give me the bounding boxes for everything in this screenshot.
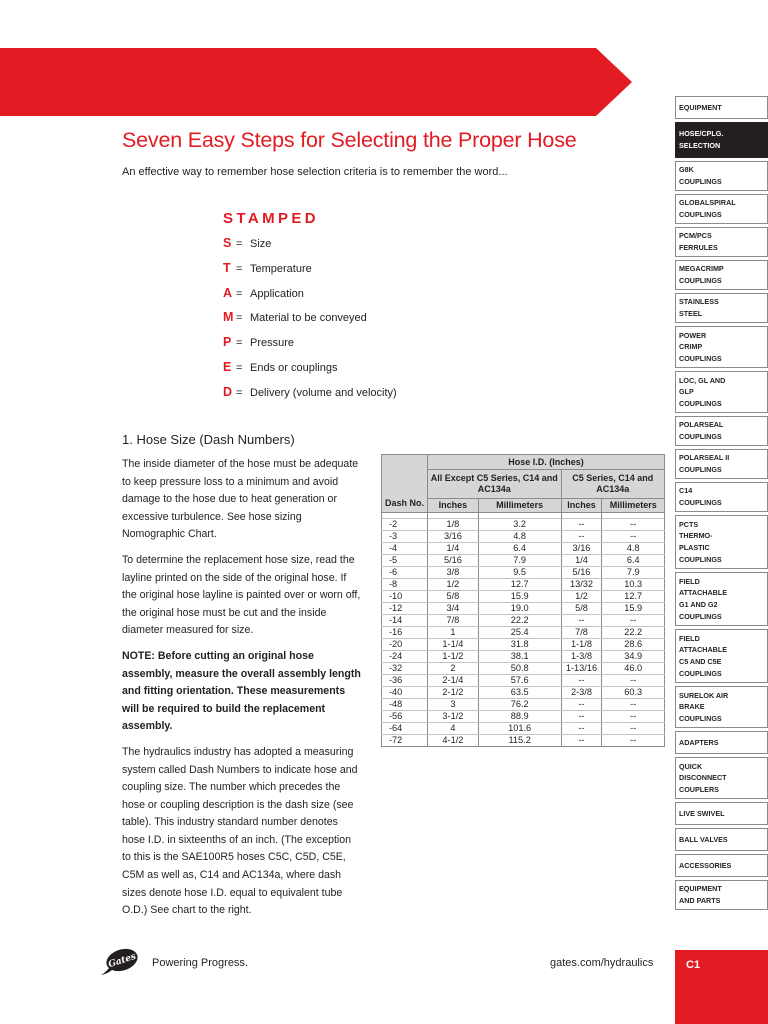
cell-millimeters: 50.8 <box>478 663 561 675</box>
cell-c5-millimeters: 10.3 <box>602 579 665 591</box>
sidebar-item-globalspiral-couplings[interactable] <box>675 194 768 224</box>
stamped-label: Material to be conveyed <box>250 312 367 325</box>
table-row <box>382 519 665 531</box>
cell-dash-no: -4 <box>382 543 428 555</box>
cell-millimeters: 7.9 <box>478 555 561 567</box>
table-row <box>382 675 665 687</box>
cell-millimeters: 12.7 <box>478 579 561 591</box>
table-row <box>382 615 665 627</box>
cell-c5-inches: -- <box>561 699 602 711</box>
table-row <box>382 543 665 555</box>
cell-inches: 7/8 <box>428 615 479 627</box>
stamped-letter: D <box>223 384 233 399</box>
cell-c5-millimeters: -- <box>602 615 665 627</box>
sidebar-item-field-attachable-g1-and-g2-couplings[interactable] <box>675 572 768 626</box>
cell-c5-millimeters: -- <box>602 675 665 687</box>
cell-c5-millimeters: 12.7 <box>602 591 665 603</box>
cell-c5-millimeters: -- <box>602 711 665 723</box>
cell-c5-millimeters: -- <box>602 519 665 531</box>
sidebar-item-polarseal-couplings[interactable] <box>675 416 768 446</box>
sidebar-item-label: BALL VALVES <box>679 834 728 844</box>
cell-inches: 5/16 <box>428 555 479 567</box>
cell-c5-inches: -- <box>561 711 602 723</box>
intro-text: An effective way to remember hose selection criteria is to remember the word... <box>122 166 508 178</box>
table-row <box>382 627 665 639</box>
equals-sign: = <box>236 361 243 374</box>
sidebar-item-g8k-couplings[interactable] <box>675 161 768 191</box>
sub-header-all-except-c5: All Except C5 Series, C14 and AC134a <box>428 470 562 499</box>
sidebar-item-label: ACCESSORIES <box>679 860 732 870</box>
sidebar-item-quick-disconnect-couplers[interactable] <box>675 757 768 799</box>
sidebar-item-ball-valves[interactable] <box>675 828 768 851</box>
page-number-tab <box>675 950 768 1024</box>
sidebar-item-equipment[interactable] <box>675 96 768 119</box>
dash-number-table <box>381 454 665 747</box>
table-row <box>382 651 665 663</box>
sidebar-item-field-attachable-c5-and-c5e-couplings[interactable] <box>675 629 768 683</box>
cell-millimeters: 101.6 <box>478 723 561 735</box>
sidebar-item-label: POWER CRIMP COUPLINGS <box>679 330 722 363</box>
cell-dash-no: -14 <box>382 615 428 627</box>
cell-c5-inches: -- <box>561 675 602 687</box>
sidebar-item-label: C14 COUPLINGS <box>679 486 722 507</box>
cell-inches: 3/8 <box>428 567 479 579</box>
cell-c5-millimeters: -- <box>602 735 665 747</box>
cell-millimeters: 38.1 <box>478 651 561 663</box>
cell-dash-no: -56 <box>382 711 428 723</box>
cell-dash-no: -24 <box>382 651 428 663</box>
cell-c5-millimeters: 22.2 <box>602 627 665 639</box>
sidebar-item-label: GLOBALSPIRAL COUPLINGS <box>679 198 736 219</box>
sidebar-item-pcts-thermo-plastic-couplings[interactable] <box>675 515 768 569</box>
equals-sign: = <box>236 287 243 300</box>
gates-logo <box>100 946 144 976</box>
page-number: C1 <box>686 959 701 971</box>
table-row <box>382 555 665 567</box>
cell-c5-inches: -- <box>561 615 602 627</box>
table-body <box>382 519 665 747</box>
group-header-hose-id: Hose I.D. (Inches) <box>428 455 665 470</box>
sidebar-item-label: MEGACRIMP COUPLINGS <box>679 264 724 285</box>
table-row <box>382 711 665 723</box>
cell-inches: 1/4 <box>428 543 479 555</box>
cell-millimeters: 9.5 <box>478 567 561 579</box>
cell-millimeters: 57.6 <box>478 675 561 687</box>
stamped-item <box>223 385 397 410</box>
equals-sign: = <box>236 312 243 325</box>
cell-millimeters: 22.2 <box>478 615 561 627</box>
cell-dash-no: -6 <box>382 567 428 579</box>
sidebar-item-label: POLARSEAL COUPLINGS <box>679 420 724 441</box>
cell-dash-no: -40 <box>382 687 428 699</box>
cell-c5-inches: -- <box>561 519 602 531</box>
col-header-inches: Inches <box>428 499 479 513</box>
gates-logo-text: Gates <box>107 951 138 971</box>
table-row <box>382 687 665 699</box>
stamped-item <box>223 261 397 286</box>
dash-number-table-container <box>381 454 665 747</box>
cell-c5-inches: 1-13/16 <box>561 663 602 675</box>
cell-inches: 2-1/4 <box>428 675 479 687</box>
cell-inches: 1 <box>428 627 479 639</box>
sidebar-item-polarseal-ii-couplings[interactable] <box>675 449 768 479</box>
table-row <box>382 579 665 591</box>
table-row <box>382 639 665 651</box>
equals-sign: = <box>236 238 243 250</box>
sidebar-item-loc-gl-and-glp-couplings[interactable] <box>675 371 768 413</box>
stamped-letter: P <box>223 335 232 350</box>
acronym-word: STAMPED <box>223 210 320 227</box>
table-row <box>382 591 665 603</box>
col-header-millimeters: Millimeters <box>478 499 561 513</box>
sub-header-c5-series: C5 Series, C14 and AC134a <box>561 470 664 499</box>
cell-c5-millimeters: -- <box>602 699 665 711</box>
cell-c5-millimeters: 28.6 <box>602 639 665 651</box>
cell-millimeters: 115.2 <box>478 735 561 747</box>
section-nav-sidebar <box>675 96 768 913</box>
paragraph-dash-numbers: The hydraulics industry has adopted a measuring system called Dash Numbers to indicate hose and coupling size. The number which precedes the hose or coupling description is the dash size (see table). This industry standard number denotes hose I.D. in sixteenths of an inch. (The exception to this is the SAE100R5 hoses C5C, C5D, C5E, C5M as well as, C14 and AC134a, where dash sizes denote hose I.D. equal to equivalent tube O.D.) See chart to the right. <box>122 745 358 917</box>
cell-c5-inches: 13/32 <box>561 579 602 591</box>
hose-size-body-text <box>122 456 362 928</box>
sidebar-item-label: G8K COUPLINGS <box>679 165 722 186</box>
cell-c5-millimeters: 7.9 <box>602 567 665 579</box>
cell-millimeters: 3.2 <box>478 519 561 531</box>
stamped-item <box>223 335 397 360</box>
sidebar-item-stainless-steel[interactable] <box>675 293 768 323</box>
sidebar-item-c14-couplings[interactable] <box>675 482 768 512</box>
red-header-banner <box>0 48 632 116</box>
paragraph-inside-diameter: The inside diameter of the hose must be adequate to keep pressure loss to a minimum and avoid damage to the hose due to heat generation or excessive turbulence. See hose sizing Nomographic Chart. <box>122 458 359 541</box>
col-header-dash-no: Dash No. <box>382 455 428 513</box>
cell-c5-millimeters: 46.0 <box>602 663 665 675</box>
sidebar-item-label: PCM/PCS FERRULES <box>679 231 718 252</box>
cell-inches: 3/4 <box>428 603 479 615</box>
cell-inches: 1/2 <box>428 579 479 591</box>
cell-c5-inches: 1-1/8 <box>561 639 602 651</box>
cell-inches: 3 <box>428 699 479 711</box>
cell-inches: 1/8 <box>428 519 479 531</box>
cell-dash-no: -48 <box>382 699 428 711</box>
cell-c5-millimeters: -- <box>602 723 665 735</box>
stamped-item <box>223 310 397 335</box>
cell-inches: 3/16 <box>428 531 479 543</box>
cell-inches: 4 <box>428 723 479 735</box>
sidebar-item-label: QUICK DISCONNECT COUPLERS <box>679 761 727 794</box>
paragraph-replacement-size: To determine the replacement hose size, read the layline printed on the side of the original hose. If the original hose layline is painted over or worn off, the original hose must be cut and the inside diameter measured for size. <box>122 553 361 637</box>
equals-sign: = <box>236 386 243 399</box>
sidebar-item-label: PCTS THERMO- PLASTIC COUPLINGS <box>679 519 722 564</box>
stamped-letter: M <box>223 310 234 325</box>
stamped-item <box>223 360 397 385</box>
cell-c5-millimeters: 4.8 <box>602 543 665 555</box>
sidebar-item-label: EQUIPMENT AND PARTS <box>679 884 722 905</box>
stamped-label: Pressure <box>250 337 295 350</box>
cell-inches: 2 <box>428 663 479 675</box>
sidebar-item-label: FIELD ATTACHABLE G1 AND G2 COUPLINGS <box>679 576 728 621</box>
cell-c5-inches: 5/16 <box>561 567 602 579</box>
cell-c5-inches: -- <box>561 723 602 735</box>
cell-dash-no: -36 <box>382 675 428 687</box>
sidebar-item-label: LOC, GL AND GLP COUPLINGS <box>679 375 726 408</box>
table-row <box>382 699 665 711</box>
cell-dash-no: -3 <box>382 531 428 543</box>
cell-inches: 5/8 <box>428 591 479 603</box>
sidebar-item-label: STAINLESS STEEL <box>679 297 719 318</box>
cell-dash-no: -8 <box>382 579 428 591</box>
cell-c5-millimeters: 6.4 <box>602 555 665 567</box>
table-row <box>382 567 665 579</box>
table-row <box>382 663 665 675</box>
sidebar-item-live-swivel[interactable] <box>675 802 768 825</box>
cell-millimeters: 88.9 <box>478 711 561 723</box>
cell-c5-inches: 1-3/8 <box>561 651 602 663</box>
stamped-letter: T <box>223 260 231 275</box>
cell-dash-no: -12 <box>382 603 428 615</box>
sidebar-item-label: SURELOK AIR BRAKE COUPLINGS <box>679 690 729 723</box>
paragraph-note: NOTE: Before cutting an original hose assembly, measure the overall assembly length and fitting orientation. These measurements will be required to build the replacement assembly. <box>122 649 361 733</box>
cell-dash-no: -2 <box>382 519 428 531</box>
cell-inches: 3-1/2 <box>428 711 479 723</box>
footer-slogan: Powering Progress. <box>152 957 248 969</box>
cell-dash-no: -10 <box>382 591 428 603</box>
page-title: Seven Easy Steps for Selecting the Proper Hose <box>122 128 577 152</box>
table-row <box>382 531 665 543</box>
cell-c5-millimeters: -- <box>602 531 665 543</box>
sidebar-item-label: LIVE SWIVEL <box>679 808 725 818</box>
cell-c5-inches: 1/2 <box>561 591 602 603</box>
stamped-list <box>223 236 397 410</box>
cell-c5-millimeters: 15.9 <box>602 603 665 615</box>
cell-millimeters: 15.9 <box>478 591 561 603</box>
cell-millimeters: 63.5 <box>478 687 561 699</box>
cell-dash-no: -16 <box>382 627 428 639</box>
cell-c5-inches: 2-3/8 <box>561 687 602 699</box>
cell-dash-no: -32 <box>382 663 428 675</box>
stamped-letter: S <box>223 236 232 250</box>
sidebar-item-label: HOSE/CPLG. SELECTION <box>679 129 724 150</box>
sidebar-item-megacrimp-couplings[interactable] <box>675 260 768 290</box>
stamped-label: Ends or couplings <box>250 361 338 374</box>
cell-c5-inches: 1/4 <box>561 555 602 567</box>
cell-c5-millimeters: 60.3 <box>602 687 665 699</box>
stamped-item <box>223 236 397 261</box>
cell-millimeters: 19.0 <box>478 603 561 615</box>
cell-c5-inches: 3/16 <box>561 543 602 555</box>
cell-c5-inches: 7/8 <box>561 627 602 639</box>
stamped-label: Temperature <box>250 262 312 275</box>
cell-millimeters: 25.4 <box>478 627 561 639</box>
cell-c5-inches: -- <box>561 531 602 543</box>
sidebar-item-label: ADAPTERS <box>679 737 719 747</box>
sidebar-item-pcm-pcs-ferrules[interactable] <box>675 227 768 257</box>
cell-inches: 2-1/2 <box>428 687 479 699</box>
sidebar-item-label: EQUIPMENT <box>679 102 722 112</box>
equals-sign: = <box>236 337 243 350</box>
footer-url[interactable]: gates.com/hydraulics <box>550 957 654 969</box>
sidebar-item-surelok-air-brake-couplings[interactable] <box>675 686 768 728</box>
gates-logo-icon <box>100 946 144 976</box>
cell-dash-no: -72 <box>382 735 428 747</box>
cell-c5-inches: -- <box>561 735 602 747</box>
stamped-letter: A <box>223 285 233 300</box>
cell-inches: 1-1/4 <box>428 639 479 651</box>
cell-c5-millimeters: 34.9 <box>602 651 665 663</box>
cell-c5-inches: 5/8 <box>561 603 602 615</box>
section-heading-hose-size: 1. Hose Size (Dash Numbers) <box>122 432 295 447</box>
col-header-millimeters: Millimeters <box>602 499 665 513</box>
cell-dash-no: -64 <box>382 723 428 735</box>
cell-dash-no: -5 <box>382 555 428 567</box>
sidebar-item-hose-cplg-selection[interactable] <box>675 122 768 158</box>
stamped-label: Delivery (volume and velocity) <box>250 386 397 399</box>
stamped-label: Size <box>250 238 272 250</box>
sidebar-item-equipment-and-parts[interactable] <box>675 880 768 910</box>
stamped-label: Application <box>250 287 304 300</box>
cell-inches: 4-1/2 <box>428 735 479 747</box>
cell-millimeters: 6.4 <box>478 543 561 555</box>
cell-millimeters: 31.8 <box>478 639 561 651</box>
sidebar-item-label: FIELD ATTACHABLE C5 AND C5E COUPLINGS <box>679 633 728 678</box>
table-row <box>382 735 665 747</box>
sidebar-item-power-crimp-couplings[interactable] <box>675 326 768 368</box>
sidebar-item-accessories[interactable] <box>675 854 768 877</box>
table-row <box>382 603 665 615</box>
equals-sign: = <box>236 262 243 275</box>
cell-millimeters: 4.8 <box>478 531 561 543</box>
stamped-letter: E <box>223 359 232 374</box>
col-header-inches: Inches <box>561 499 602 513</box>
sidebar-item-label: POLARSEAL II COUPLINGS <box>679 453 730 474</box>
cell-millimeters: 76.2 <box>478 699 561 711</box>
table-row <box>382 723 665 735</box>
cell-inches: 1-1/2 <box>428 651 479 663</box>
cell-dash-no: -20 <box>382 639 428 651</box>
sidebar-item-adapters[interactable] <box>675 731 768 754</box>
stamped-item <box>223 286 397 311</box>
